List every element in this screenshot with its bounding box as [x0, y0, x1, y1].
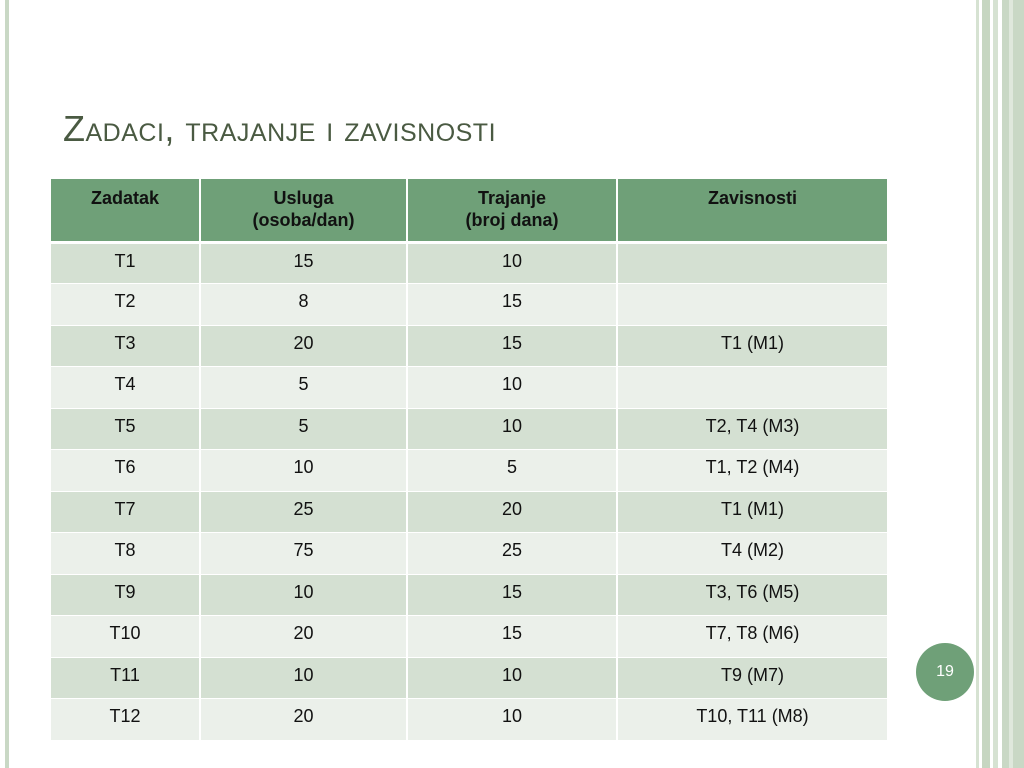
cell-duration: 10: [407, 699, 617, 741]
page-number-badge: 19: [916, 643, 974, 701]
cell-task: T5: [51, 408, 200, 450]
cell-duration: 20: [407, 491, 617, 533]
cell-effort: 10: [200, 574, 407, 616]
cell-effort: 20: [200, 699, 407, 741]
cell-effort: 15: [200, 242, 407, 284]
cell-task: T8: [51, 533, 200, 575]
decor-stripe: [1009, 0, 1013, 768]
cell-duration: 15: [407, 325, 617, 367]
header-line: Trajanje: [477, 188, 547, 208]
cell-task: T2: [51, 284, 200, 326]
table-row: [51, 408, 887, 450]
table-row: [51, 657, 887, 699]
cell-duration: 10: [407, 367, 617, 409]
cell-task: T7: [51, 491, 200, 533]
table-row: [51, 533, 887, 575]
table-row: [51, 450, 887, 492]
decor-stripe: [993, 0, 998, 768]
cell-effort: 20: [200, 325, 407, 367]
cell-duration: 10: [407, 242, 617, 284]
cell-effort: 5: [200, 408, 407, 450]
cell-dependencies: [617, 284, 887, 326]
cell-task: T12: [51, 699, 200, 741]
table-row: [51, 325, 887, 367]
header-line: Zadatak: [90, 188, 160, 208]
cell-task: T11: [51, 657, 200, 699]
cell-dependencies: T4 (M2): [617, 533, 887, 575]
cell-dependencies: T1, T2 (M4): [617, 450, 887, 492]
cell-task: T10: [51, 616, 200, 658]
header-zavisnosti: [617, 179, 887, 242]
cell-dependencies: T2, T4 (M3): [617, 408, 887, 450]
table-row: [51, 616, 887, 658]
cell-effort: 20: [200, 616, 407, 658]
table-body: [51, 242, 887, 740]
table-header-row: [51, 179, 887, 242]
cell-duration: 10: [407, 408, 617, 450]
cell-dependencies: [617, 367, 887, 409]
cell-effort: 10: [200, 450, 407, 492]
cell-effort: 75: [200, 533, 407, 575]
table-row: [51, 284, 887, 326]
cell-duration: 15: [407, 574, 617, 616]
cell-effort: 25: [200, 491, 407, 533]
header-usluga: [200, 179, 407, 242]
cell-dependencies: T7, T8 (M6): [617, 616, 887, 658]
header-line: Usluga: [273, 188, 334, 208]
table-row: [51, 491, 887, 533]
cell-task: T9: [51, 574, 200, 616]
decor-stripe: [976, 0, 979, 768]
cell-task: T3: [51, 325, 200, 367]
left-border-line: [5, 0, 9, 768]
cell-dependencies: T3, T6 (M5): [617, 574, 887, 616]
cell-task: T4: [51, 367, 200, 409]
header-line: (broj dana): [465, 210, 559, 230]
header-line: Zavisnosti: [707, 188, 798, 208]
table-row: [51, 699, 887, 741]
cell-dependencies: T10, T11 (M8): [617, 699, 887, 741]
cell-task: T1: [51, 242, 200, 284]
decor-stripe: [982, 0, 990, 768]
cell-dependencies: [617, 242, 887, 284]
cell-dependencies: T1 (M1): [617, 325, 887, 367]
header-zadatak: [51, 179, 200, 242]
cell-duration: 15: [407, 284, 617, 326]
cell-dependencies: T9 (M7): [617, 657, 887, 699]
cell-duration: 10: [407, 657, 617, 699]
table-row: [51, 242, 887, 284]
cell-duration: 5: [407, 450, 617, 492]
header-line: (osoba/dan): [252, 210, 355, 230]
slide-title: Zadaci, trajanje i zavisnosti: [63, 108, 497, 149]
table-row: [51, 367, 887, 409]
tasks-table: [51, 179, 887, 741]
cell-effort: 5: [200, 367, 407, 409]
decor-stripe: [1002, 0, 1024, 768]
cell-effort: 8: [200, 284, 407, 326]
cell-duration: 15: [407, 616, 617, 658]
cell-effort: 10: [200, 657, 407, 699]
cell-duration: 25: [407, 533, 617, 575]
header-trajanje: [407, 179, 617, 242]
cell-dependencies: T1 (M1): [617, 491, 887, 533]
cell-task: T6: [51, 450, 200, 492]
table-row: [51, 574, 887, 616]
